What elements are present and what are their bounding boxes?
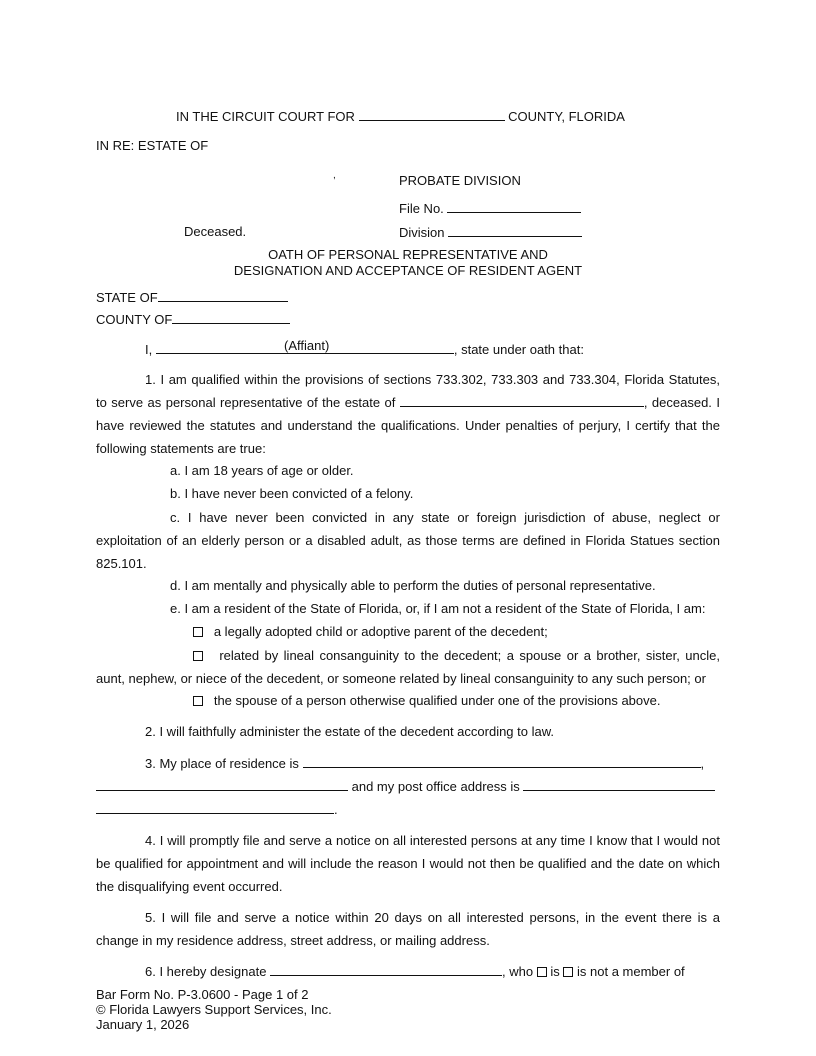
probate-division-label: PROBATE DIVISION bbox=[399, 173, 521, 188]
doc-title-line2: DESIGNATION AND ACCEPTANCE OF RESIDENT AGENT bbox=[233, 263, 583, 278]
form-number: Bar Form No. P-3.0600 - Page 1 of 2 bbox=[96, 987, 309, 1002]
paragraph-3-line2: and my post office address is bbox=[96, 778, 715, 794]
is-not-member-checkbox[interactable] bbox=[563, 967, 573, 977]
page-number: 1 bbox=[275, 987, 284, 1002]
state-blank[interactable] bbox=[158, 289, 288, 302]
residence-blank-2[interactable] bbox=[96, 778, 348, 791]
paragraph-2: 2. I will faithfully administer the estate of the decedent according to law. bbox=[145, 724, 555, 739]
estate-comma: , bbox=[333, 170, 336, 181]
paragraph-1: 1. I am qualified within the provisions of sections 733.302, 733.303 and 733.304, Florida Statutes, to serve as personal representative of the estate of , deceased. I have reviewed the statutes and understand the qualifications. Under penalties of perjury, I certify that the following statements are true: bbox=[96, 372, 720, 456]
footer bbox=[96, 987, 332, 1032]
item-a: a. I am 18 years of age or older. bbox=[170, 463, 354, 478]
county-blank[interactable] bbox=[359, 108, 505, 121]
doc-title-line1: OATH OF PERSONAL REPRESENTATIVE AND bbox=[268, 247, 548, 262]
page-count: 2 bbox=[301, 987, 309, 1002]
item-e: e. I am a resident of the State of Florida, or, if I am not a resident of the State of Florida, I am: bbox=[170, 601, 706, 616]
affiant-caption: (Affiant) bbox=[284, 338, 330, 353]
deceased-label: Deceased. bbox=[184, 224, 247, 239]
decedent-name-blank[interactable] bbox=[400, 394, 644, 407]
division-row: Division bbox=[399, 224, 582, 240]
state-of-row: STATE OF bbox=[96, 289, 288, 305]
adopted-checkbox[interactable] bbox=[193, 627, 203, 637]
file-no-row: File No. bbox=[399, 200, 581, 216]
lineal-checkbox[interactable] bbox=[193, 651, 203, 661]
spouse-checkbox[interactable] bbox=[193, 696, 203, 706]
court-heading: IN THE CIRCUIT COURT FOR COUNTY, FLORIDA bbox=[176, 109, 625, 124]
option-lineal: related by lineal consanguinity to the decedent; a spouse or a brother, sister, uncle, aunt, nephew, or niece of the decedent, or someone related by lineal consanguinity to any such person; or bbox=[96, 648, 720, 686]
item-b: b. I have never been convicted of a felony. bbox=[170, 486, 414, 501]
affiant-row: I, , state under oath that: bbox=[145, 342, 584, 357]
item-d: d. I am mentally and physically able to perform the duties of personal representative. bbox=[170, 578, 656, 593]
copyright: © Florida Lawyers Support Services, Inc. bbox=[96, 1002, 332, 1017]
post-office-blank[interactable] bbox=[523, 778, 715, 791]
paragraph-3-line1: 3. My place of residence is , bbox=[145, 756, 705, 771]
is-member-checkbox[interactable] bbox=[537, 967, 547, 977]
in-re-label: IN RE: ESTATE OF bbox=[96, 138, 209, 153]
post-office-blank-2[interactable] bbox=[96, 801, 334, 814]
file-no-blank[interactable] bbox=[447, 200, 581, 213]
item-c: c. I have never been convicted in any state or foreign jurisdiction of abuse, neglect or exploitation of an elderly person or a disabled adult, as those terms are defined in Florida Statues section 825.101. bbox=[96, 510, 720, 571]
residence-blank[interactable] bbox=[303, 755, 701, 768]
county-of-row: COUNTY OF bbox=[96, 311, 290, 327]
option-spouse: the spouse of a person otherwise qualified under one of the provisions above. bbox=[193, 693, 660, 708]
resident-agent-blank[interactable] bbox=[270, 963, 502, 976]
paragraph-4: 4. I will promptly file and serve a notice on all interested persons at any time I know that I would not be qualified for appointment and will include the reason I would not then be qualified and the date on which the disqualifying event occurred. bbox=[96, 833, 720, 894]
paragraph-3-line3: . bbox=[96, 801, 338, 817]
form-date: January 1, 2026 bbox=[96, 1017, 190, 1032]
paragraph-5: 5. I will file and serve a notice within 20 days on all interested persons, in the event there is a change in my residence address, street address, or mailing address. bbox=[96, 910, 720, 948]
county-of-blank[interactable] bbox=[172, 311, 290, 324]
option-adopted: a legally adopted child or adoptive parent of the decedent; bbox=[193, 624, 548, 639]
paragraph-6: 6. I hereby designate , who is is not a member of bbox=[145, 964, 685, 979]
division-blank[interactable] bbox=[448, 224, 582, 237]
